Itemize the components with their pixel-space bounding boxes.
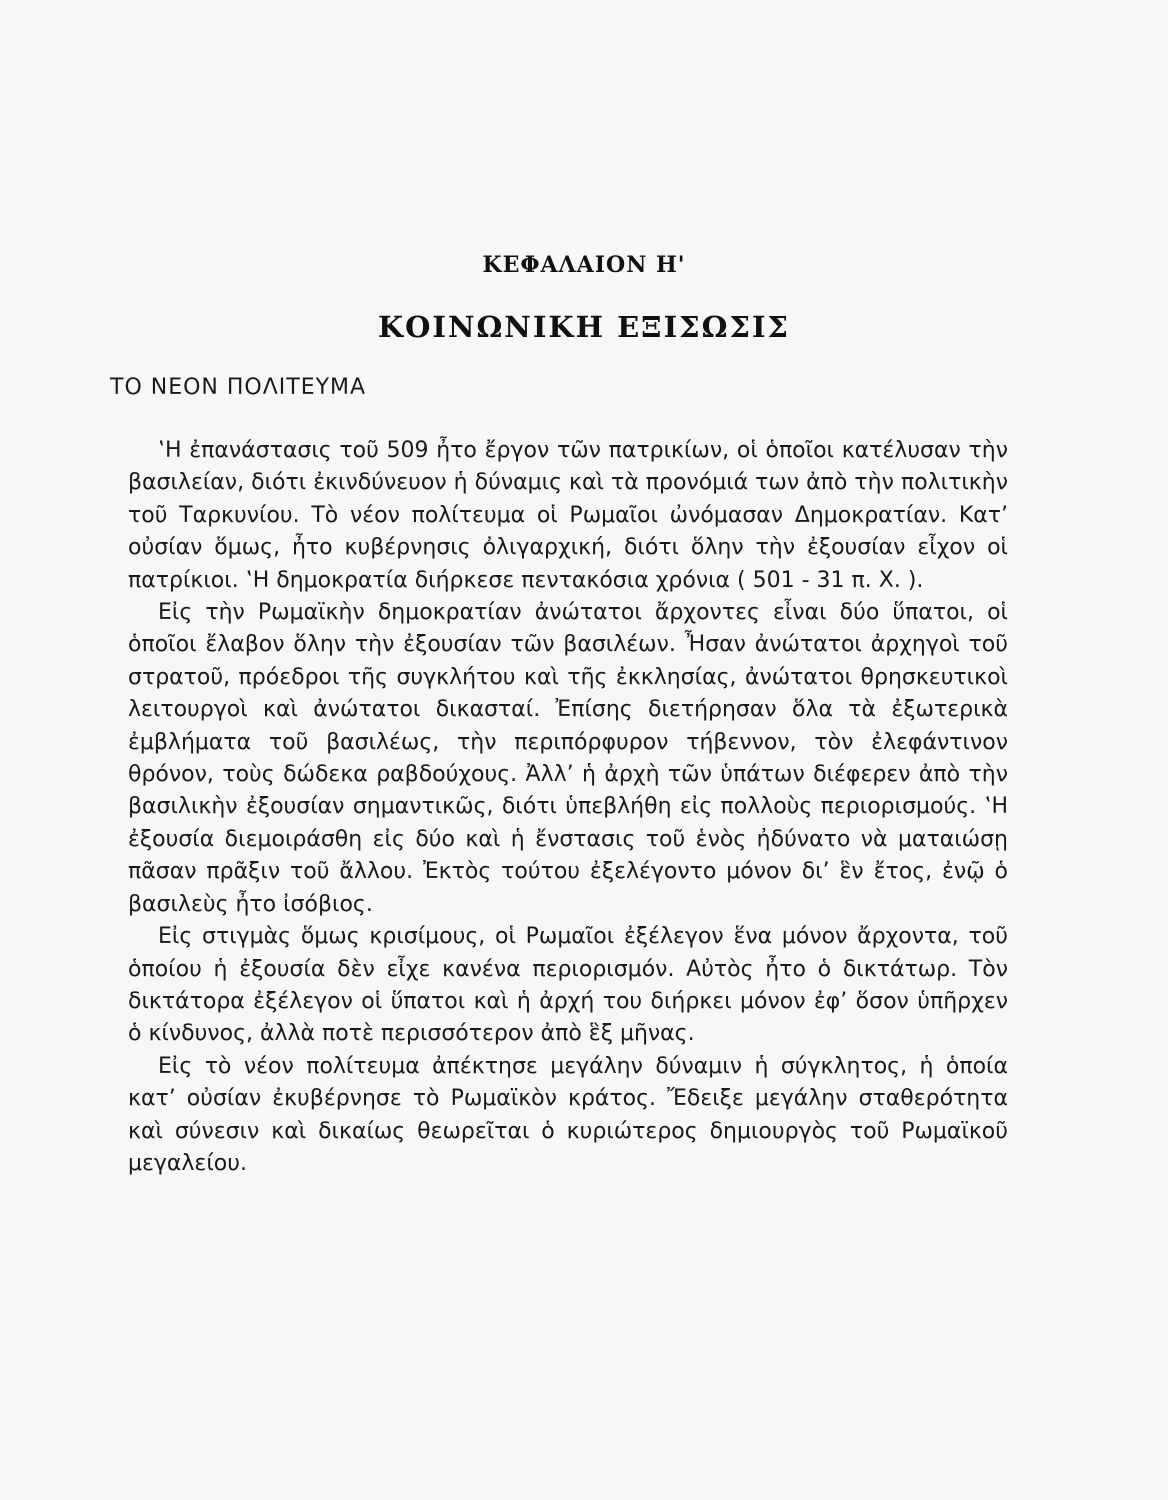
paragraph: Εἰς τὸ νέον πολίτευμα ἀπέκτησε μεγάλην δύναμιν ἡ σύγκλητος, ἡ ὁποία κατ’ οὐσίαν ἐκυβέρνησε τὸ Ρωμαϊκὸν κράτος. Ἔδειξε μεγάλην σταθερότητα καὶ σύνεσιν καὶ δικαίως θεωρεῖται ὁ κυριώτερος δημιουργὸς τοῦ Ρωμαϊκοῦ μεγαλείου. xyxy=(128,1053,1008,1176)
paragraph: Εἰς στιγμὰς ὅμως κρισίμους, οἱ Ρωμαῖοι ἐξέλεγον ἕνα μόνον ἄρχοντα, τοῦ ὁποίου ἡ ἐξουσία δὲν εἶχε κανένα περιορισμόν. Αὐτὸς ἦτο ὁ δικτάτωρ. Τὸν δικτάτορα ἐξέλεγον οἱ ὕπατοι καὶ ἡ ἀρχή του διήρκει μόνον ἐφ’ ὅσον ὑπῆρχεν ὁ κίνδυνος, ἀλλὰ ποτὲ περισσότερον ἀπὸ ἓξ μῆνας. xyxy=(128,924,1008,1047)
chapter-title: ΚΟΙΝΩΝΙΚΗ ΕΞΙΣΩΣΙΣ xyxy=(377,310,791,344)
body-text xyxy=(128,435,1008,1180)
paragraph: ‛Η ἐπανάστασις τοῦ 509 ἦτο ἔργον τῶν πατρικίων, οἱ ὁποῖοι κατέλυσαν τὴν βασιλείαν, διότι ἐκινδύνευον ἡ δύναμις καὶ τὰ προνόμιά των ἀπὸ τὴν πολιτικὴν τοῦ Ταρκυνίου. Τὸ νέον πολίτευμα οἱ Ρωμαῖοι ὠνόμασαν Δημοκρατίαν. Κατ’ οὐσίαν ὅμως, ἦτο κυβέρνησις ὀλιγαρχική, διότι ὅλην τὴν ἐξουσίαν εἶχον οἱ πατρίκιοι. ‛Η δημοκρατία διήρκεσε πεντακόσια χρόνια ( 501 - 31 π. Χ. ). xyxy=(128,438,1008,593)
section-heading: ΤΟ ΝΕΟΝ ΠΟΛΙΤΕΥΜΑ xyxy=(110,375,367,400)
chapter-label: ΚΕΦΑΛΑΙΟΝ Η' xyxy=(482,252,686,278)
paragraph: Εἰς τὴν Ρωμαϊκὴν δημοκρατίαν ἀνώτατοι ἄρχοντες εἶναι δύο ὕπατοι, οἱ ὁποῖοι ἔλαβον ὅλην τὴν ἐξουσίαν τῶν βασιλέων. Ἦσαν ἀνώτατοι ἀρχηγοὶ τοῦ στρατοῦ, πρόεδροι τῆς συγκλήτου καὶ τῆς ἐκκλησίας, ἀνώτατοι θρησκευτικοὶ λειτουργοὶ καὶ ἀνώτατοι δικασταί. Ἐπίσης διετήρησαν ὅλα τὰ ἐξωτερικὰ ἐμβλήματα τοῦ βασιλέως, τὴν περιπόρφυρον τήβεννον, τὸν ἐλεφάντινον θρόνον, τοὺς δώδεκα ραβδούχους. Ἀλλ’ ἡ ἀρχὴ τῶν ὑπάτων διέφερεν ἀπὸ τὴν βασιλικὴν ἐξουσίαν σημαντικῶς, διότι ὑπεβλήθη εἰς πολλοὺς περιορισμούς. ‛Η ἐξουσία διεμοιράσθη εἰς δύο καὶ ἡ ἔνστασις τοῦ ἑνὸς ἠδύνατο νὰ ματαιώσῃ πᾶσαν πρᾶξιν τοῦ ἄλλου. Ἐκτὸς τούτου ἐξελέγοντο μόνον δι’ ἓν ἔτος, ἐνῷ ὁ βασιλεὺς ἦτο ἰσόβιος. xyxy=(128,600,1008,917)
